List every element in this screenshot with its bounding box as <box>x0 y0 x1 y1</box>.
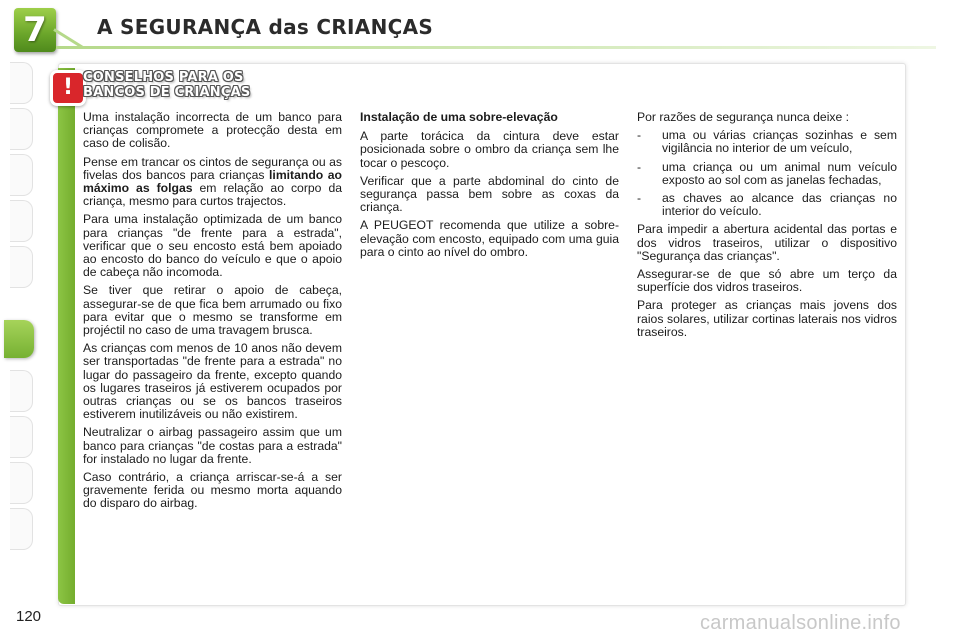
accent-stripe <box>58 68 75 604</box>
text-run: Pense em trancar os cintos de segurança ou as fivelas dos bancos para crianças <box>83 154 342 182</box>
chapter-tab-8[interactable] <box>10 370 33 412</box>
list-item <box>637 161 897 187</box>
list-item-text: uma ou várias crianças sozinhas e sem vigilância no interior de um veículo, <box>662 128 897 156</box>
warning-icon: ! <box>50 70 86 106</box>
page-title: A SEGURANÇA das CRIANÇAS <box>97 15 434 39</box>
text-column-1 <box>83 111 342 516</box>
bullet-marker: - <box>637 128 642 143</box>
paragraph: Neutralizar o airbag passageiro assim que um banco para crianças "de costas para a estrada" for instalado no lugar da frente. <box>83 425 342 466</box>
list-item-text: as chaves ao alcance das crianças no interior do veículo. <box>662 191 897 219</box>
section-heading <box>83 70 343 100</box>
chapter-number: 7 <box>23 10 47 50</box>
chapter-tab-1[interactable] <box>10 62 33 104</box>
list-item-text: uma criança ou um animal num veículo exposto ao sol com as janelas fechadas, <box>662 159 897 187</box>
subsection-heading: Instalação de uma sobre-elevação <box>360 110 558 124</box>
text-column-3 <box>637 111 897 344</box>
paragraph: Para proteger as crianças mais jovens dos raios solares, utilizar cortinas laterais nos vidros traseiros. <box>637 298 897 339</box>
page-number: 120 <box>16 608 42 625</box>
section-heading-line1: CONSELHOS PARA OS <box>83 70 244 85</box>
paragraph: Verificar que a parte abdominal do cinto de segurança passa bem sobre as coxas da criança. <box>360 173 619 215</box>
chapter-tab-3[interactable] <box>10 154 33 196</box>
chapter-tab-11[interactable] <box>10 508 33 550</box>
text-run: em relação ao corpo da criança, mesmo para curtos trajectos. <box>83 181 343 209</box>
emphasis: limitando ao máximo as folgas <box>83 167 342 196</box>
watermark: carmanualsonline.info <box>700 612 901 634</box>
paragraph: A PEUGEOT recomenda que utilize a sobre-elevação com encosto, equipado com uma guia para o cinto ao nível do ombro. <box>360 218 619 259</box>
bullet-list <box>637 129 897 218</box>
paragraph: Uma instalação incorrecta de um banco para crianças compromete a protecção desta em caso de colisão. <box>83 110 342 151</box>
chapter-tab-9[interactable] <box>10 416 33 458</box>
paragraph: A parte torácica da cintura deve estar posicionada sobre o ombro da criança sem lhe tocar o pescoço. <box>360 129 619 170</box>
chapter-tab-2[interactable] <box>10 108 33 150</box>
paragraph: As crianças com menos de 10 anos não devem ser transportadas "de frente para a estrada" no lugar do passageiro da frente, excepto quando os lugares traseiros já estiverem ocupados por outras crianças ou se os bancos traseiros estiverem inutilizáveis ou não existirem. <box>83 341 342 422</box>
chapter-tab-10[interactable] <box>10 462 33 504</box>
paragraph: Se tiver que retirar o apoio de cabeça, assegurar-se de que fica bem arrumado ou fixo para evitar que o mesmo se transforme em projéctil no caso de uma travagem brusca. <box>83 283 342 338</box>
bullet-marker: - <box>637 159 642 174</box>
paragraph: Assegurar-se de que só abre um terço da superfície dos vidros traseiros. <box>637 267 897 295</box>
list-item <box>637 129 897 155</box>
section-heading-line2: BANCOS DE CRIANÇAS <box>83 85 251 100</box>
paragraph: Caso contrário, a criança arriscar-se-á a ser gravemente ferida ou mesmo morta aquando do disparo do airbag. <box>83 470 342 511</box>
chapter-tab-7-active[interactable] <box>4 320 34 358</box>
chapter-tab-5[interactable] <box>10 246 33 288</box>
list-item <box>637 192 897 218</box>
paragraph: Para uma instalação optimizada de um banco para crianças "de frente para a estrada", verificar que o seu encosto está bem apoiado ao encosto do banco do veículo e que o apoio de cabeça não incomoda. <box>83 212 342 280</box>
paragraph: Para impedir a abertura acidental das portas e dos vidros traseiros, utilizar o dispositivo "Segurança das crianças". <box>637 222 897 263</box>
paragraph: Por razões de segurança nunca deixe : <box>637 110 850 124</box>
text-column-2 <box>360 111 619 264</box>
chapter-tab-rail <box>0 62 40 582</box>
header-divider <box>56 46 936 49</box>
chapter-tab-4[interactable] <box>10 200 33 242</box>
paragraph <box>83 156 342 209</box>
bullet-marker: - <box>637 191 642 206</box>
chapter-badge <box>14 8 56 52</box>
